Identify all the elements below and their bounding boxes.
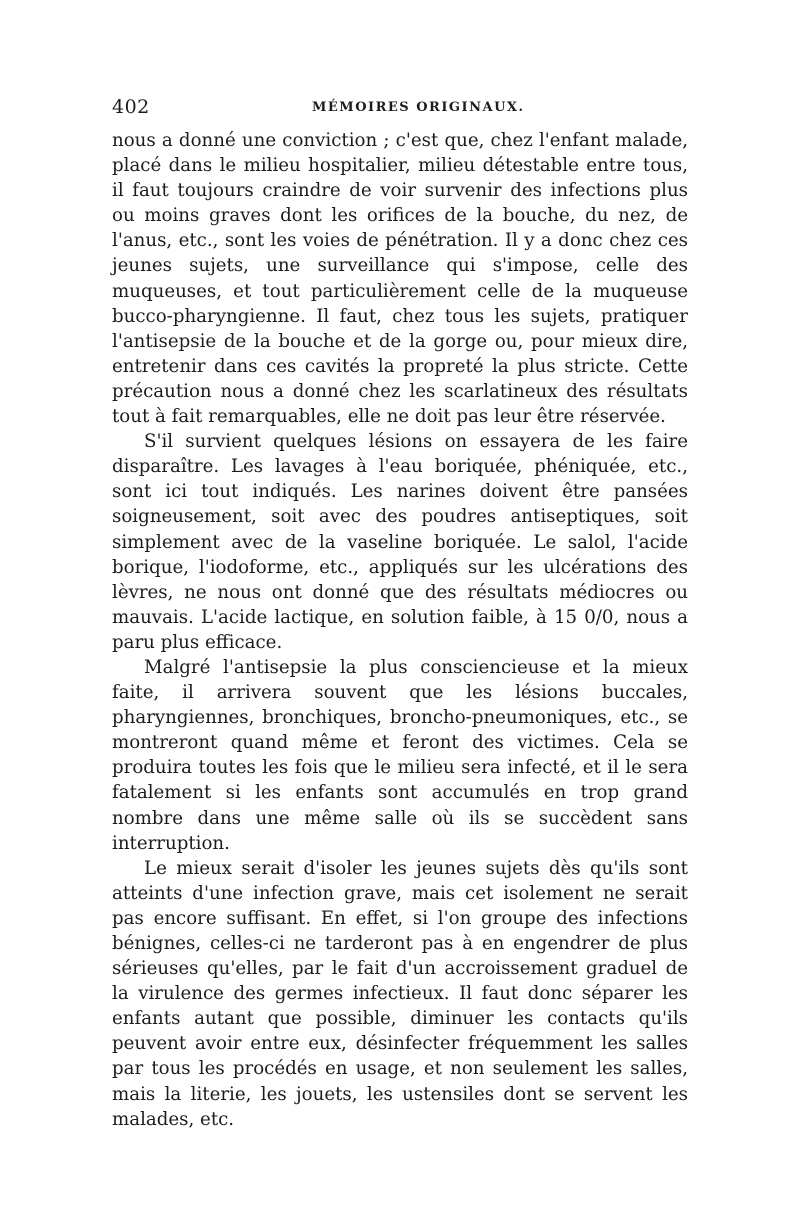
paragraph-1: nous a donné une conviction ; c'est que, chez l'enfant malade, placé dans le milieu hospitalier, milieu détestable entre tous, il faut toujours craindre de voir survenir des infections plus ou moins graves dont les orifices de la bouche, du nez, de l'anus, etc., sont les voies de pénétration. Il y a donc chez ces jeunes sujets, une surveillance qui s'impose, celle des muqueuses, et tout particulièrement celle de la muqueuse bucco-pharyngienne. Il faut, chez tous les sujets, pratiquer l'antisepsie de la bouche et de la gorge ou, pour mieux dire, entretenir dans ces cavités la propreté la plus stricte. Cette précaution nous a donné chez les scarlatineux des résultats tout à fait remarquables, elle ne doit pas leur être réservée.	[112, 130, 688, 428]
page-number: 402	[112, 96, 150, 118]
body-text	[112, 128, 688, 1132]
paragraph-2: S'il survient quelques lésions on essayera de les faire disparaître. Les lavages à l'eau boriquée, phéniquée, etc., sont ici tout indiqués. Les narines doivent être pansées soigneusement, soit avec des poudres antiseptiques, soit simplement avec de la vaseline boriquée. Le salol, l'acide borique, l'iodoforme, etc., appliqués sur les ulcérations des lèvres, ne nous ont donné que des résultats médiocres ou mauvais. L'acide lactique, en solution faible, à 15 0/0, nous a paru plus efficace.	[112, 431, 688, 653]
running-head: MÉMOIRES ORIGINAUX.	[312, 100, 525, 115]
page-header	[112, 96, 688, 122]
paragraph-4: Le mieux serait d'isoler les jeunes sujets dès qu'ils sont atteints d'une infection grave, mais cet isolement ne serait pas encore suffisant. En effet, si l'on groupe des infections bénignes, celles-ci ne tarderont pas à en engendrer de plus sérieuses qu'elles, par le fait d'un accroissement graduel de la virulence des germes infectieux. Il faut donc séparer les enfants autant que possible, diminuer les contacts qu'ils peuvent avoir entre eux, désinfecter fréquemment les salles par tous les procédés en usage, et non seulement les salles, mais la literie, les jouets, les ustensiles dont se servent les malades, etc.	[112, 857, 688, 1130]
paragraph-3: Malgré l'antisepsie la plus consciencieuse et la mieux faite, il arrivera souvent que les lésions buccales, pharyngiennes, bronchiques, broncho-pneumoniques, etc., se montreront quand même et feront des victimes. Cela se produira toutes les fois que le milieu sera infecté, et il le sera fatalement si les enfants sont accumulés en trop grand nombre dans une même salle où ils se succèdent sans interruption.	[112, 656, 688, 854]
